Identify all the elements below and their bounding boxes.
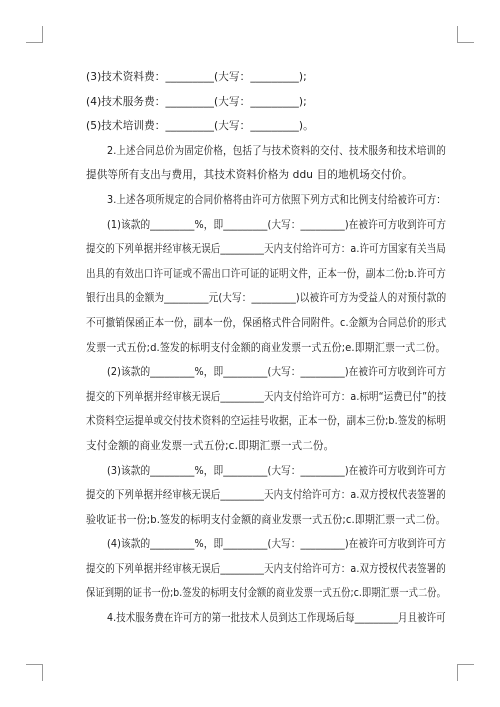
crop-mark-top-right bbox=[457, 26, 474, 43]
text-line-content: (4)该款的_________%，即_________(大写：_________)在被许可方收到许可方 bbox=[107, 538, 447, 551]
text-line bbox=[86, 360, 446, 385]
text-line bbox=[86, 409, 446, 434]
text-line bbox=[86, 336, 446, 361]
text-line bbox=[86, 286, 446, 311]
text-line-content: (1)该款的_________%，即_________(大写：_________)在被许可方收到许可方 bbox=[107, 218, 447, 231]
text-line: 支付金额的商业发票一式五份;c.即期汇票一式二份。 bbox=[86, 439, 335, 452]
text-line bbox=[86, 483, 446, 508]
text-line-content: 发票一式五份;d.签发的标明支付金额的商业发票一式五份;e.即期汇票一式二份。 bbox=[86, 341, 446, 354]
text-line bbox=[86, 508, 446, 533]
text-line bbox=[86, 237, 446, 262]
text-line bbox=[86, 385, 446, 410]
text-line-content: (2)该款的_________%，即_________(大写：_________)在被许可方收到许可方 bbox=[107, 366, 447, 379]
crop-mark-top-left bbox=[26, 26, 43, 43]
text-line-content: 4.技术服务费在许可方的第一批技术人员到达工作现场后每_________月且被许可 bbox=[107, 612, 446, 625]
text-line bbox=[86, 262, 446, 287]
text-line bbox=[86, 532, 446, 557]
text-line-content: 提交的下列单据并经审核无误后_________天内支付给许可方：a.双方授权代表签署的 bbox=[86, 562, 446, 575]
text-line bbox=[86, 557, 446, 582]
text-line-content: 银行出具的金额为_________元(大写：_________)以被许可方为受益人的对预付款的 bbox=[86, 292, 447, 305]
document-body bbox=[86, 65, 446, 631]
text-line-content: 术资料空运提单或交付技术资料的空运挂号收据，正本一份，副本三份;b.签发的标明 bbox=[86, 415, 446, 428]
text-line bbox=[86, 311, 446, 336]
crop-mark-bottom-left bbox=[26, 664, 43, 681]
text-line-content: 出具的有效出口许可证或不需出口许可证的证明文件，正本一份，副本二份;b.许可方 bbox=[86, 267, 446, 280]
text-line bbox=[86, 188, 446, 213]
text-line-content: (3)该款的_________%，即_________(大写：_________)在被许可方收到许可方 bbox=[107, 464, 447, 477]
text-line-content: 2.上述合同总价为固定价格，包括了与技术资料的交付、技术服务和技术培训的 bbox=[107, 144, 446, 157]
text-line-content: 提交的下列单据并经审核无误后_________天内支付给许可方：a.许可方国家有关当局 bbox=[86, 243, 446, 256]
text-line-content: 提交的下列单据并经审核无误后_________天内支付给许可方：a.标明“运费已付”的技 bbox=[86, 390, 447, 403]
text-line-content: 3.上述各项所规定的合同价格将由许可方依照下列方式和比例支付给被许可方： bbox=[107, 193, 446, 206]
text-line-content: 验收证书一份;b.签发的标明支付金额的商业发票一式五份;c.即期汇票一式二份。 bbox=[86, 513, 446, 526]
text-line-content: 保证到期的证书一份;b.签发的标明支付金额的商业发票一式五份;c.即期汇票一式二份。 bbox=[86, 587, 447, 600]
text-line bbox=[86, 606, 446, 631]
text-line bbox=[86, 213, 446, 238]
text-line-content: 不可撤销保函正本一份，副本一份，保函格式件合同附件。c.金额为合同总价的形式 bbox=[86, 316, 447, 329]
text-line bbox=[86, 139, 446, 164]
text-line: (3)技术资料费：_________(大写：_________); bbox=[86, 71, 307, 83]
text-line: 提供等所有支出与费用，其技术资料价格为 ddu 目的地机场交付价。 bbox=[86, 169, 413, 182]
text-line: (5)技术培训费：_________(大写：_________)。 bbox=[86, 120, 314, 133]
text-line bbox=[86, 459, 446, 484]
crop-mark-bottom-right bbox=[457, 664, 474, 681]
text-line bbox=[86, 581, 446, 606]
text-line: (4)技术服务费：_________(大写：_________); bbox=[86, 95, 307, 108]
text-line-content: 提交的下列单据并经审核无误后_________天内支付给许可方：a.双方授权代表签署的 bbox=[86, 489, 446, 502]
